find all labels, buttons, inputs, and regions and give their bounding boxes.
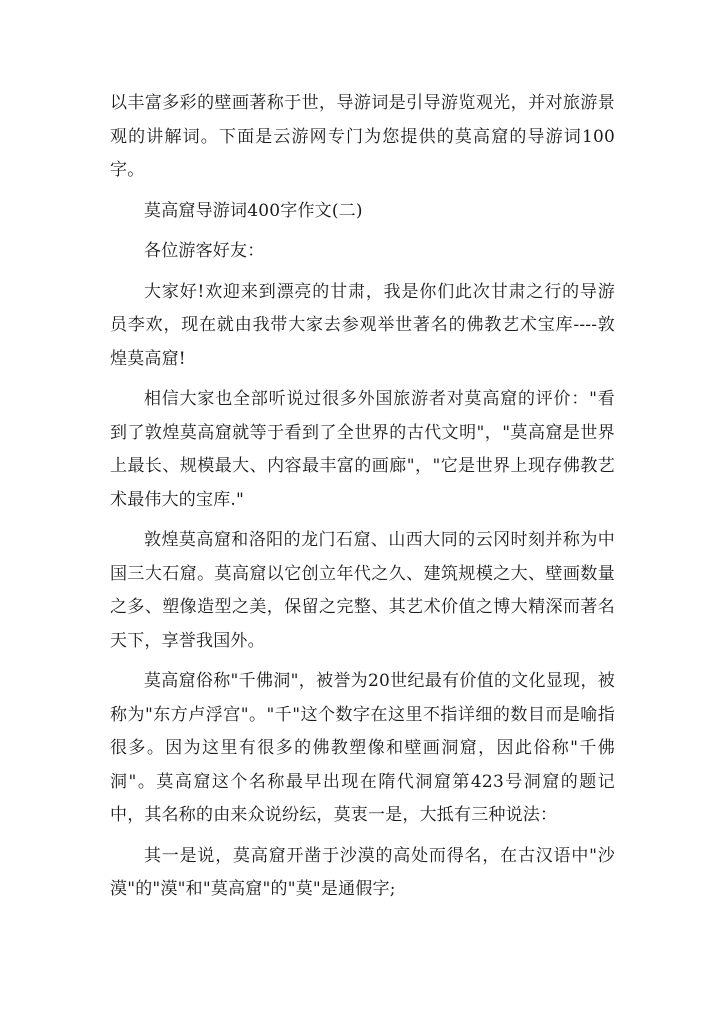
paragraph-thousand-buddha-cave: 莫高窟俗称"千佛洞"，被誉为20世纪最有价值的文化显现，被称为"东方卢浮宫"。"千"这个数字在这里不指详细的数目而是喻指很多。因为这里有很多的佛教塑像和壁画洞窟，因此俗称"千佛洞"。莫高窟这个名称最早出现在隋代洞窟第423号洞窟的题记中，其名称的由来众说纷纭，莫衷一是，大抵有三种说法： xyxy=(110,671,615,825)
section-heading: 莫高窟导游词400字作文(二) xyxy=(144,200,363,221)
paragraph-first-explanation: 其一是说，莫高窟开凿于沙漠的高处而得名，在古汉语中"沙漠"的"漠"和"莫高窟"的"莫"是通假字; xyxy=(110,845,615,899)
paragraph-three-grottoes: 敦煌莫高窟和洛阳的龙门石窟、山西大同的云冈时刻并称为中国三大石窟。莫高窟以它创立年代之久、建筑规模之大、壁画数量之多、塑像造型之美，保留之完整、其艺术价值之博大精深而著名天下，享誉我国外。 xyxy=(110,530,615,651)
paragraph-intro-continuation: 以丰富多彩的壁画著称于世，导游词是引导游览观光，并对旅游景观的讲解词。下面是云游网专门为您提供的莫高窟的导游词100字。 xyxy=(110,93,615,180)
document-body xyxy=(110,87,615,914)
paragraph-evaluation: 相信大家也全部听说过很多外国旅游者对莫高窟的评价："看到了敦煌莫高窟就等于看到了全世界的古代文明"，"莫高窟是世界上最长、规模最大、内容最丰富的画廊"，"它是世界上现存佛教艺术最伟大的宝库." xyxy=(110,389,615,510)
paragraph-welcome: 大家好!欢迎来到漂亮的甘肃，我是你们此次甘肃之行的导游员李欢，现在就由我带大家去参观举世著名的佛教艺术宝库----敦煌莫高窟! xyxy=(110,281,615,369)
paragraph-greeting: 各位游客好友： xyxy=(144,241,265,261)
